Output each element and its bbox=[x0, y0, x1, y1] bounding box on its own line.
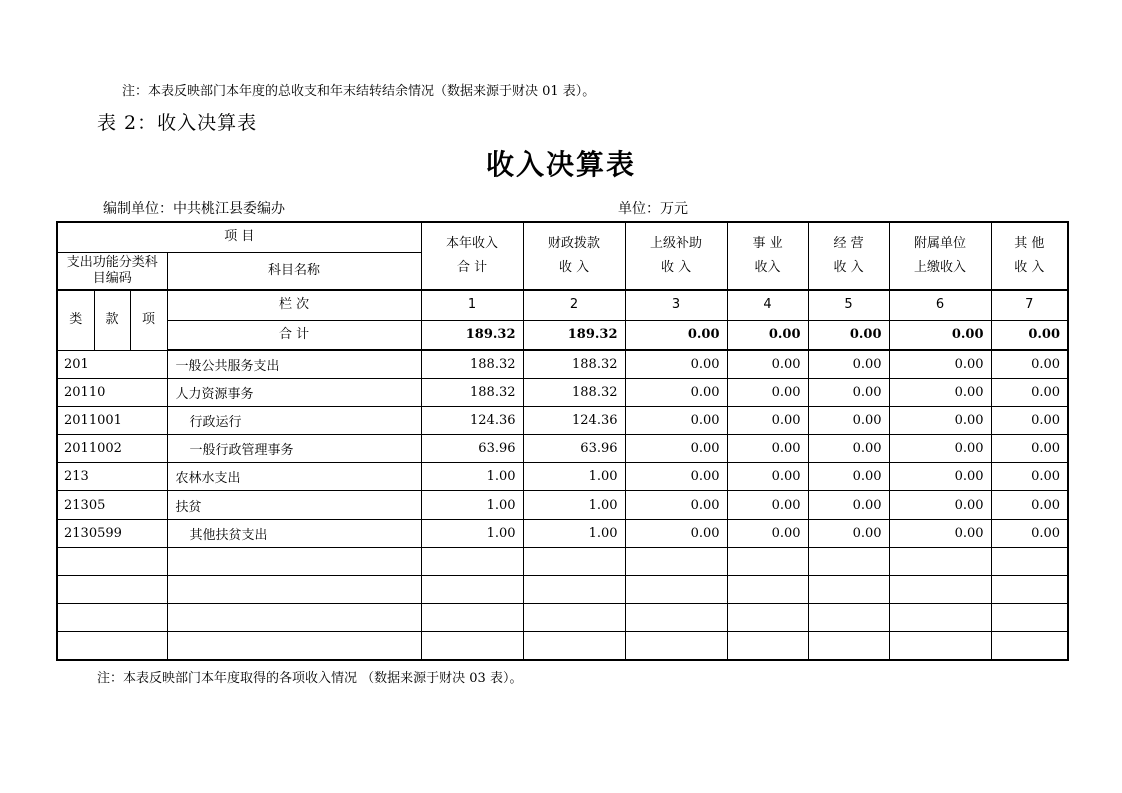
table-row bbox=[57, 491, 1068, 519]
column-header-4: 事 业 收入 bbox=[727, 222, 808, 290]
total-value-2: 189.32 bbox=[523, 320, 625, 350]
amount-cell bbox=[523, 576, 625, 604]
empty-table-row bbox=[57, 547, 1068, 575]
column-index-3: 3 bbox=[625, 290, 727, 320]
amount-cell bbox=[808, 604, 889, 632]
subject-name-cell: 一般行政管理事务 bbox=[167, 435, 421, 463]
amount-cell: 0.00 bbox=[727, 406, 808, 434]
function-code-cell: 2011002 bbox=[57, 435, 167, 463]
column-header-2: 财政拨款 收 入 bbox=[523, 222, 625, 290]
amount-cell bbox=[991, 604, 1068, 632]
amount-cell: 0.00 bbox=[889, 435, 991, 463]
amount-cell: 124.36 bbox=[523, 406, 625, 434]
column-index-label: 栏 次 bbox=[167, 290, 421, 320]
amount-cell: 0.00 bbox=[889, 463, 991, 491]
amount-cell: 0.00 bbox=[727, 378, 808, 406]
amount-cell bbox=[889, 576, 991, 604]
total-value-4: 0.00 bbox=[727, 320, 808, 350]
amount-cell: 0.00 bbox=[889, 491, 991, 519]
amount-cell: 0.00 bbox=[991, 406, 1068, 434]
amount-cell bbox=[889, 632, 991, 660]
amount-cell: 0.00 bbox=[808, 350, 889, 378]
amount-cell: 0.00 bbox=[625, 378, 727, 406]
amount-cell bbox=[727, 576, 808, 604]
subject-name-header: 科目名称 bbox=[167, 252, 421, 290]
currency-unit-label: 单位：万元 bbox=[618, 201, 688, 217]
column-header-3: 上级补助 收 入 bbox=[625, 222, 727, 290]
subject-name-cell bbox=[167, 632, 421, 660]
amount-cell: 0.00 bbox=[625, 519, 727, 547]
category-header: 类 bbox=[57, 290, 94, 350]
table-row bbox=[57, 463, 1068, 491]
amount-cell: 0.00 bbox=[625, 435, 727, 463]
total-value-6: 0.00 bbox=[889, 320, 991, 350]
table-row bbox=[57, 519, 1068, 547]
subject-name-cell bbox=[167, 576, 421, 604]
amount-cell bbox=[991, 547, 1068, 575]
column-header-1: 本年收入 合 计 bbox=[421, 222, 523, 290]
amount-cell: 0.00 bbox=[727, 491, 808, 519]
amount-cell: 0.00 bbox=[808, 519, 889, 547]
table-row bbox=[57, 406, 1068, 434]
amount-cell: 0.00 bbox=[889, 519, 991, 547]
function-code-cell bbox=[57, 604, 167, 632]
amount-cell: 0.00 bbox=[625, 463, 727, 491]
function-code-header: 支出功能分类科目编码 bbox=[57, 252, 167, 290]
subject-name-cell: 人力资源事务 bbox=[167, 378, 421, 406]
bottom-note: 注：本表反映部门本年度取得的各项收入情况 （数据来源于财决 03 表）。 bbox=[97, 671, 523, 686]
subject-name-cell bbox=[167, 604, 421, 632]
amount-cell: 63.96 bbox=[421, 435, 523, 463]
amount-cell: 188.32 bbox=[421, 350, 523, 378]
subject-name-cell: 其他扶贫支出 bbox=[167, 519, 421, 547]
amount-cell: 0.00 bbox=[808, 463, 889, 491]
empty-table-row bbox=[57, 576, 1068, 604]
function-code-cell bbox=[57, 576, 167, 604]
function-code-cell: 213 bbox=[57, 463, 167, 491]
function-code-cell: 2011001 bbox=[57, 406, 167, 434]
function-code-cell: 21305 bbox=[57, 491, 167, 519]
amount-cell: 0.00 bbox=[625, 350, 727, 378]
amount-cell: 0.00 bbox=[808, 378, 889, 406]
amount-cell bbox=[523, 547, 625, 575]
column-header-5: 经 营 收 入 bbox=[808, 222, 889, 290]
total-value-7: 0.00 bbox=[991, 320, 1068, 350]
table-row bbox=[57, 378, 1068, 406]
amount-cell: 0.00 bbox=[991, 463, 1068, 491]
amount-cell bbox=[727, 604, 808, 632]
amount-cell: 0.00 bbox=[727, 350, 808, 378]
empty-table-row bbox=[57, 632, 1068, 660]
amount-cell bbox=[808, 632, 889, 660]
column-index-6: 6 bbox=[889, 290, 991, 320]
amount-cell: 0.00 bbox=[889, 406, 991, 434]
amount-cell: 63.96 bbox=[523, 435, 625, 463]
subject-name-cell: 扶贫 bbox=[167, 491, 421, 519]
amount-cell: 0.00 bbox=[991, 519, 1068, 547]
item-header: 项 bbox=[130, 290, 167, 350]
amount-cell: 0.00 bbox=[625, 406, 727, 434]
amount-cell: 1.00 bbox=[523, 463, 625, 491]
subject-name-cell: 农林水支出 bbox=[167, 463, 421, 491]
table-row bbox=[57, 350, 1068, 378]
amount-cell bbox=[421, 632, 523, 660]
amount-cell bbox=[625, 604, 727, 632]
total-value-3: 0.00 bbox=[625, 320, 727, 350]
function-code-cell bbox=[57, 632, 167, 660]
amount-cell bbox=[421, 547, 523, 575]
amount-cell bbox=[625, 632, 727, 660]
page-title: 收入决算表 bbox=[485, 148, 636, 181]
total-label: 合 计 bbox=[167, 320, 421, 350]
amount-cell: 1.00 bbox=[421, 463, 523, 491]
total-value-5: 0.00 bbox=[808, 320, 889, 350]
empty-table-row bbox=[57, 604, 1068, 632]
organization-label: 编制单位：中共桃江县委编办 bbox=[103, 201, 285, 217]
subject-name-cell: 一般公共服务支出 bbox=[167, 350, 421, 378]
function-code-cell: 2130599 bbox=[57, 519, 167, 547]
function-code-cell: 20110 bbox=[57, 378, 167, 406]
amount-cell: 0.00 bbox=[991, 491, 1068, 519]
total-value-1: 189.32 bbox=[421, 320, 523, 350]
column-header-7: 其 他 收 入 bbox=[991, 222, 1068, 290]
amount-cell bbox=[889, 604, 991, 632]
amount-cell: 0.00 bbox=[991, 435, 1068, 463]
amount-cell bbox=[727, 632, 808, 660]
amount-cell: 0.00 bbox=[808, 491, 889, 519]
column-index-2: 2 bbox=[523, 290, 625, 320]
amount-cell: 188.32 bbox=[523, 350, 625, 378]
column-index-5: 5 bbox=[808, 290, 889, 320]
function-code-cell: 201 bbox=[57, 350, 167, 378]
amount-cell bbox=[625, 547, 727, 575]
amount-cell bbox=[523, 632, 625, 660]
amount-cell: 0.00 bbox=[889, 350, 991, 378]
subject-name-cell: 行政运行 bbox=[167, 406, 421, 434]
amount-cell: 124.36 bbox=[421, 406, 523, 434]
amount-cell bbox=[625, 576, 727, 604]
amount-cell: 0.00 bbox=[808, 435, 889, 463]
amount-cell: 1.00 bbox=[523, 519, 625, 547]
amount-cell: 1.00 bbox=[421, 519, 523, 547]
subject-name-cell bbox=[167, 547, 421, 575]
project-header: 项 目 bbox=[57, 222, 421, 252]
income-final-accounts-table bbox=[56, 221, 1069, 661]
amount-cell bbox=[727, 547, 808, 575]
amount-cell: 0.00 bbox=[727, 463, 808, 491]
amount-cell: 0.00 bbox=[625, 491, 727, 519]
amount-cell: 188.32 bbox=[523, 378, 625, 406]
amount-cell: 0.00 bbox=[727, 435, 808, 463]
amount-cell bbox=[808, 576, 889, 604]
top-note: 注：本表反映部门本年度的总收支和年末结转结余情况（数据来源于财决 01 表）。 bbox=[122, 84, 596, 99]
column-index-1: 1 bbox=[421, 290, 523, 320]
amount-cell: 0.00 bbox=[727, 519, 808, 547]
amount-cell: 1.00 bbox=[523, 491, 625, 519]
amount-cell bbox=[421, 604, 523, 632]
column-header-6: 附属单位 上缴收入 bbox=[889, 222, 991, 290]
amount-cell bbox=[889, 547, 991, 575]
amount-cell bbox=[991, 632, 1068, 660]
column-index-4: 4 bbox=[727, 290, 808, 320]
table-label: 表 2：收入决算表 bbox=[97, 112, 258, 134]
amount-cell bbox=[808, 547, 889, 575]
amount-cell bbox=[421, 576, 523, 604]
amount-cell: 0.00 bbox=[991, 378, 1068, 406]
function-code-cell bbox=[57, 547, 167, 575]
amount-cell: 188.32 bbox=[421, 378, 523, 406]
amount-cell bbox=[991, 576, 1068, 604]
amount-cell: 1.00 bbox=[421, 491, 523, 519]
column-index-7: 7 bbox=[991, 290, 1068, 320]
amount-cell: 0.00 bbox=[889, 378, 991, 406]
table-row bbox=[57, 435, 1068, 463]
amount-cell: 0.00 bbox=[991, 350, 1068, 378]
section-header: 款 bbox=[94, 290, 130, 350]
amount-cell: 0.00 bbox=[808, 406, 889, 434]
amount-cell bbox=[523, 604, 625, 632]
